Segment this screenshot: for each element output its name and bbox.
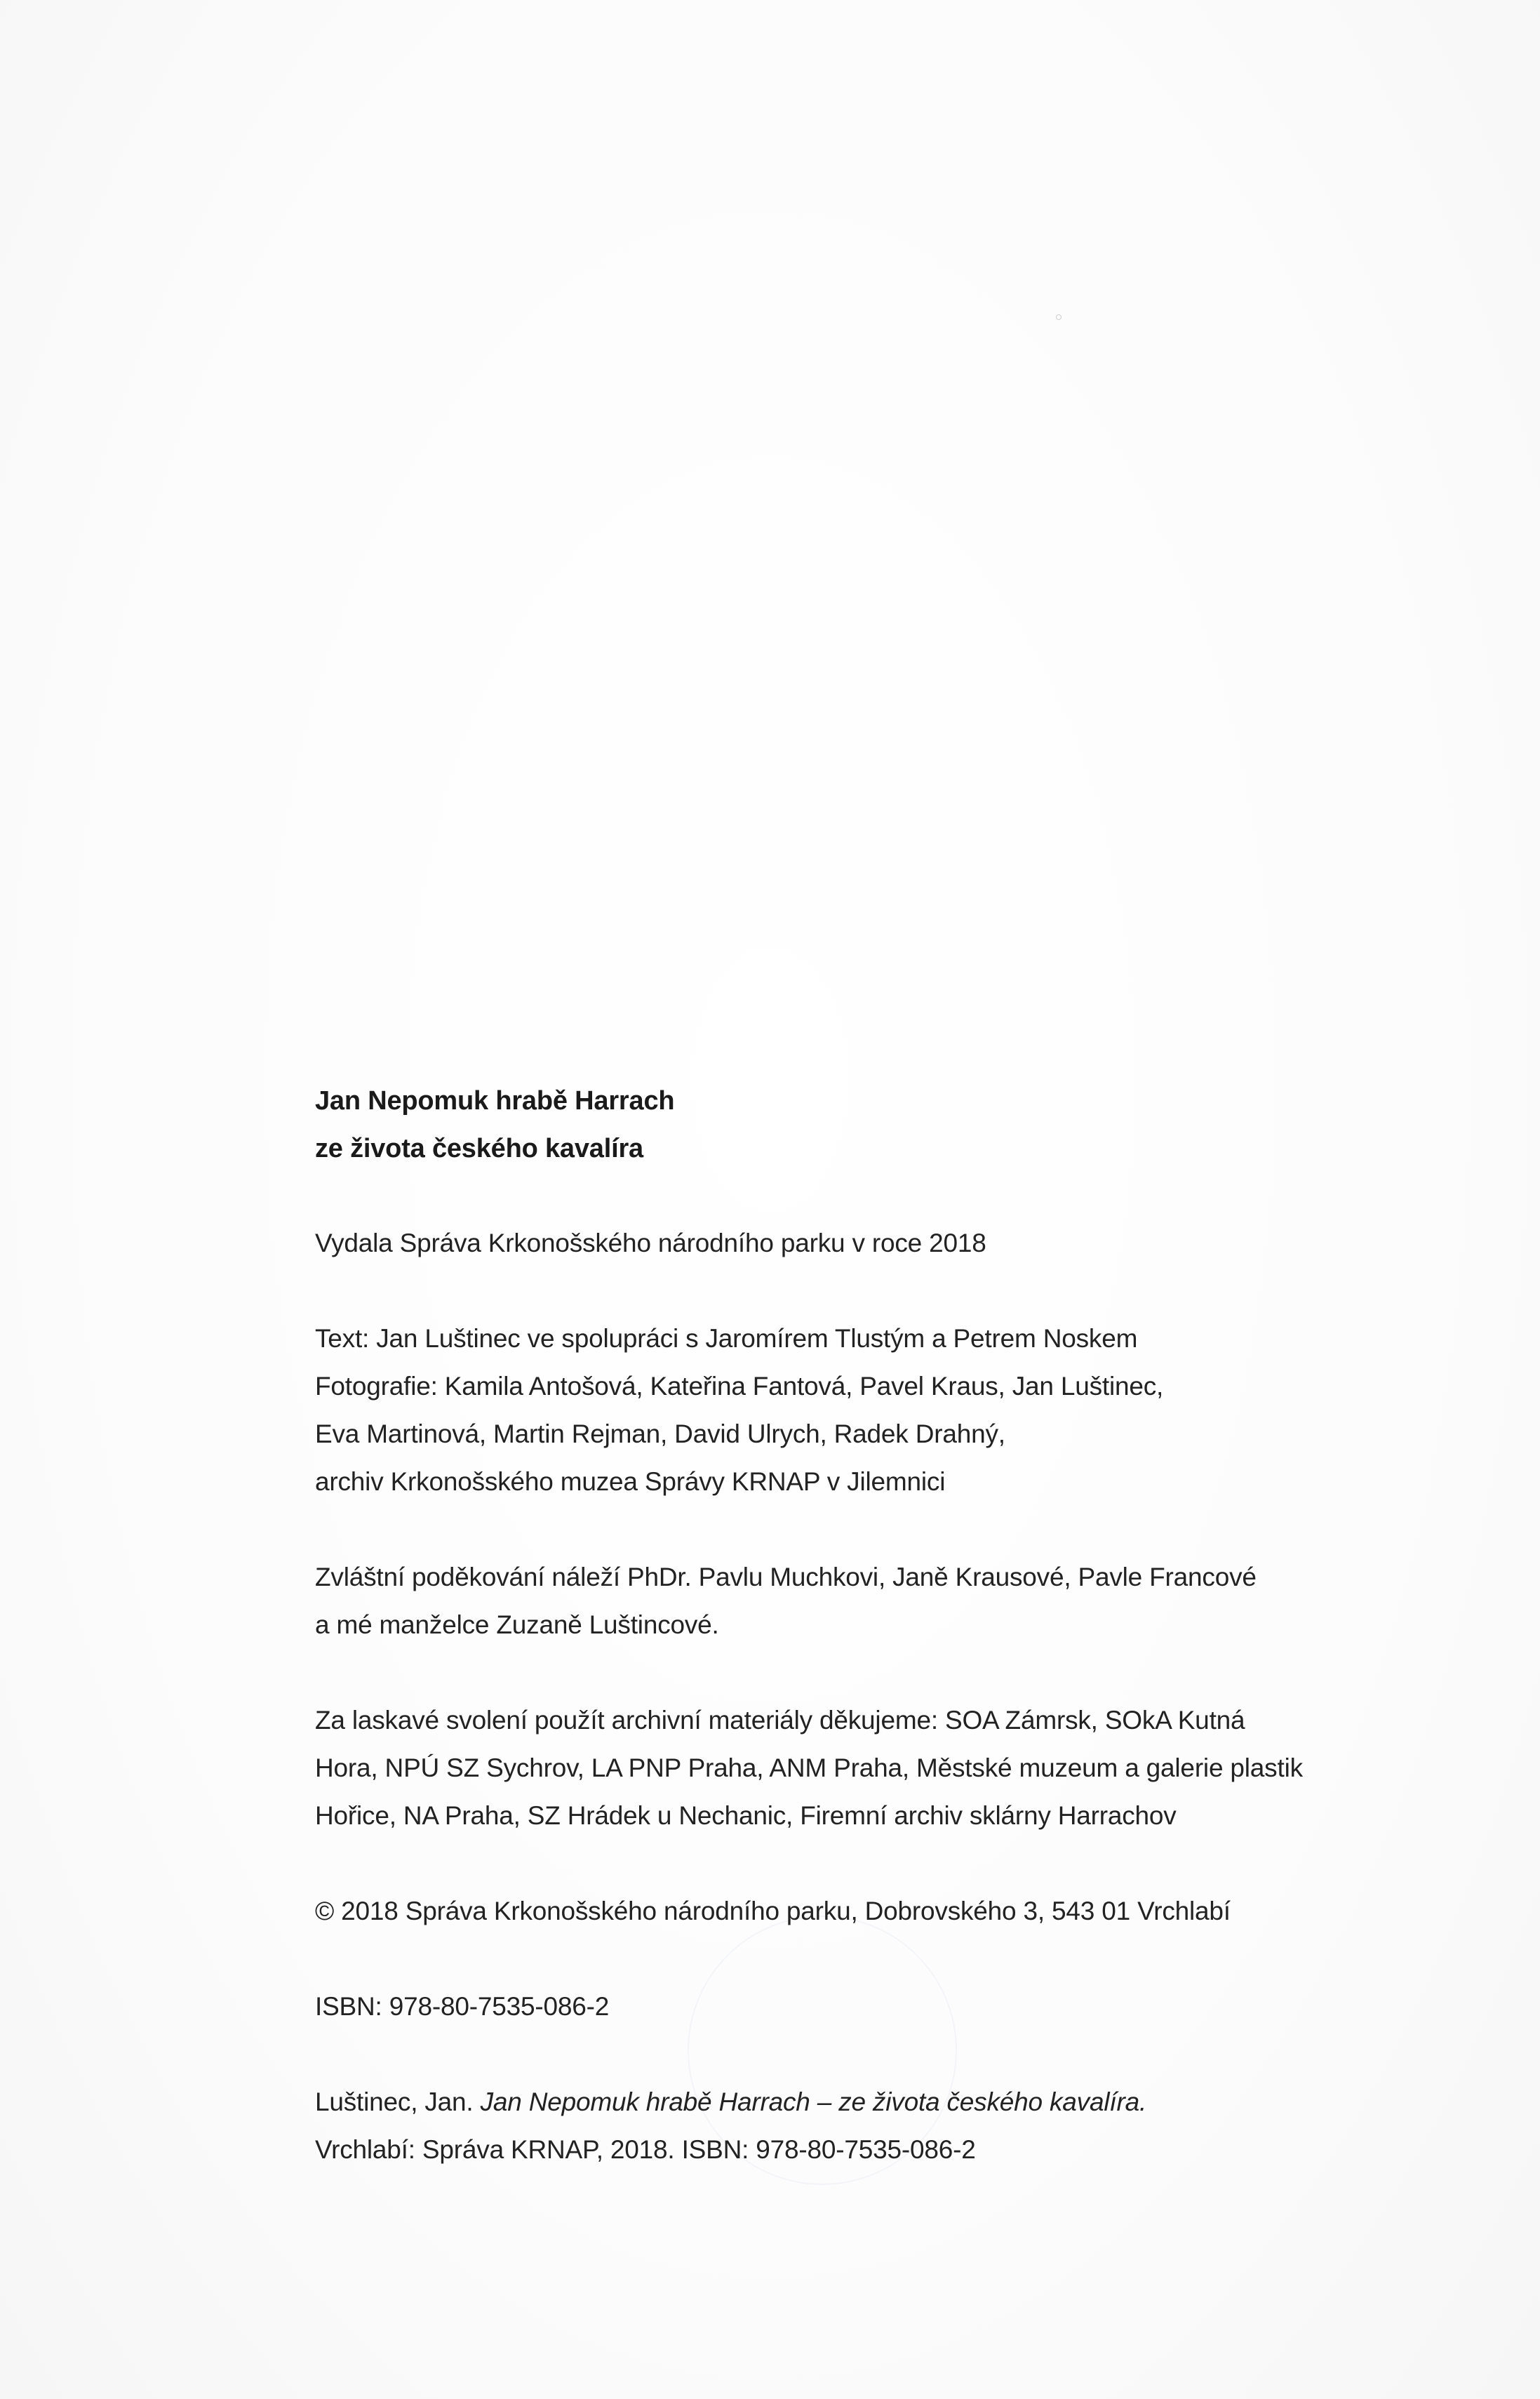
archives-line: Hora, NPÚ SZ Sychrov, LA PNP Praha, ANM Praha, Městské muzeum a galerie plastik — [315, 1753, 1303, 1782]
citation-line-2: Vrchlabí: Správa KRNAP, 2018. ISBN: 978-80-7535-086-2 — [315, 2135, 976, 2164]
credits-line: Text: Jan Luštinec ve spolupráci s Jaromírem Tlustým a Petrem Noskem — [315, 1324, 1138, 1353]
credits-block — [315, 1315, 1466, 1506]
thanks-line: Zvláštní poděkování náleží PhDr. Pavlu Muchkovi, Janě Krausové, Pavle Francové — [315, 1563, 1257, 1591]
book-title-line-2: ze života českého kavalíra — [315, 1134, 643, 1163]
copyright-line: © 2018 Správa Krkonošského národního parku, Dobrovského 3, 543 01 Vrchlabí — [315, 1897, 1231, 1925]
copyright-block — [315, 1887, 1466, 1935]
citation-block — [315, 2078, 1466, 2174]
thanks-block — [315, 1553, 1466, 1649]
thanks-line: a mé manželce Zuzaně Luštincové. — [315, 1610, 719, 1639]
citation-author: Luštinec, Jan. — [315, 2087, 481, 2116]
credits-line: Eva Martinová, Martin Rejman, David Ulrych, Radek Drahný, — [315, 1419, 1005, 1448]
citation-title: Jan Nepomuk hrabě Harrach – ze života českého kavalíra. — [480, 2087, 1147, 2116]
paper-speck — [1056, 314, 1062, 320]
publisher-block — [315, 1219, 1466, 1267]
archives-line: Hořice, NA Praha, SZ Hrádek u Nechanic, Firemní archiv sklárny Harrachov — [315, 1801, 1177, 1830]
book-title-line-1: Jan Nepomuk hrabě Harrach — [315, 1086, 675, 1116]
archives-line: Za laskavé svolení použít archivní materiály děkujeme: SOA Zámrsk, SOkA Kutná — [315, 1706, 1245, 1735]
book-title — [315, 1077, 1466, 1172]
credits-line: Fotografie: Kamila Antošová, Kateřina Fantová, Pavel Kraus, Jan Luštinec, — [315, 1372, 1164, 1401]
citation-line-1 — [315, 2078, 1466, 2126]
colophon — [315, 1077, 1466, 2174]
isbn-line: ISBN: 978-80-7535-086-2 — [315, 1992, 610, 2021]
publisher-line: Vydala Správa Krkonošského národního parku v roce 2018 — [315, 1229, 986, 1257]
credits-line: archiv Krkonošského muzea Správy KRNAP v Jilemnici — [315, 1467, 946, 1496]
archives-block — [315, 1697, 1466, 1840]
isbn-block — [315, 1983, 1466, 2031]
